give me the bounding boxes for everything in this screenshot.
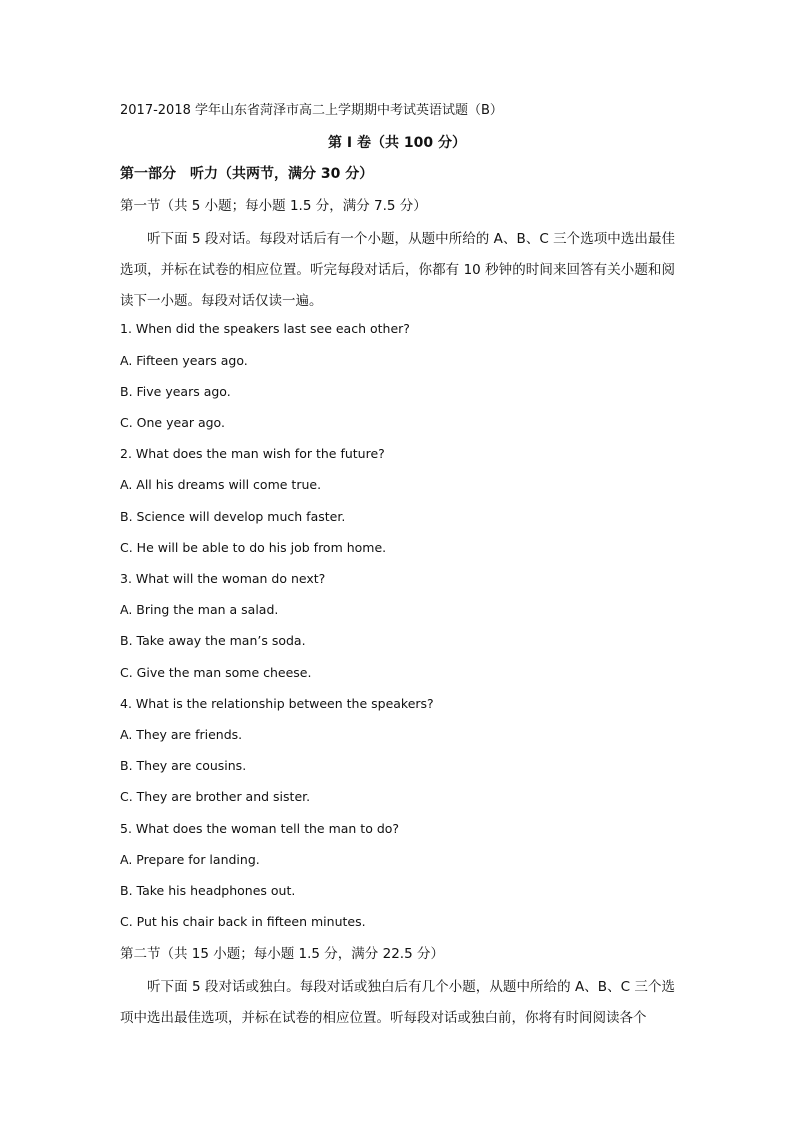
answer-option: C. Give the man some cheese.: [120, 665, 312, 680]
answer-option: A. Bring the man a salad.: [120, 602, 279, 617]
question-stem: 1. When did the speakers last see each other?: [120, 321, 410, 336]
document-title: 2017-2018 学年山东省菏泽市高二上学期期中考试英语试题（B）: [120, 103, 503, 118]
question-stem: 2. What does the man wish for the future?: [120, 446, 385, 461]
section-title: 第二节（共 15 小题；每小题 1.5 分，满分 22.5 分）: [120, 946, 444, 962]
question-stem: 4. What is the relationship between the speakers?: [120, 696, 434, 711]
answer-option: C. He will be able to do his job from home.: [120, 540, 387, 555]
section-title: 第一节（共 5 小题；每小题 1.5 分，满分 7.5 分）: [120, 198, 427, 214]
answer-option: B. Science will develop much faster.: [120, 509, 346, 524]
answer-option: B. Five years ago.: [120, 384, 231, 399]
answer-option: A. Fifteen years ago.: [120, 353, 248, 368]
section-instruction: 听下面 5 段对话或独白。每段对话或独白后有几个小题，从题中所给的 A、B、C 三个选项中选出最佳选项，并标在试卷的相应位置。听每段对话或独白前，你将有时间阅读各个: [120, 979, 675, 1026]
answer-option: B. They are cousins.: [120, 758, 247, 773]
volume-title: 第 I 卷（共 100 分）: [328, 135, 466, 151]
answer-option: B. Take his headphones out.: [120, 883, 296, 898]
answer-option: A. Prepare for landing.: [120, 852, 260, 867]
section-instruction: 听下面 5 段对话。每段对话后有一个小题，从题中所给的 A、B、C 三个选项中选出最佳选项，并标在试卷的相应位置。听完每段对话后，你都有 10 秒钟的时间来回答有关小题和阅读下一小题。每段对话仅读一遍。: [120, 231, 675, 309]
question-stem: 3. What will the woman do next?: [120, 571, 326, 586]
answer-option: A. All his dreams will come true.: [120, 477, 322, 492]
answer-option: B. Take away the man’s soda.: [120, 633, 306, 648]
answer-option: C. One year ago.: [120, 415, 225, 430]
answer-option: C. Put his chair back in fifteen minutes.: [120, 914, 366, 929]
answer-option: A. They are friends.: [120, 727, 243, 742]
question-stem: 5. What does the woman tell the man to do?: [120, 821, 400, 836]
part-title: 第一部分 听力（共两节，满分 30 分）: [120, 166, 374, 182]
answer-option: C. They are brother and sister.: [120, 789, 311, 804]
